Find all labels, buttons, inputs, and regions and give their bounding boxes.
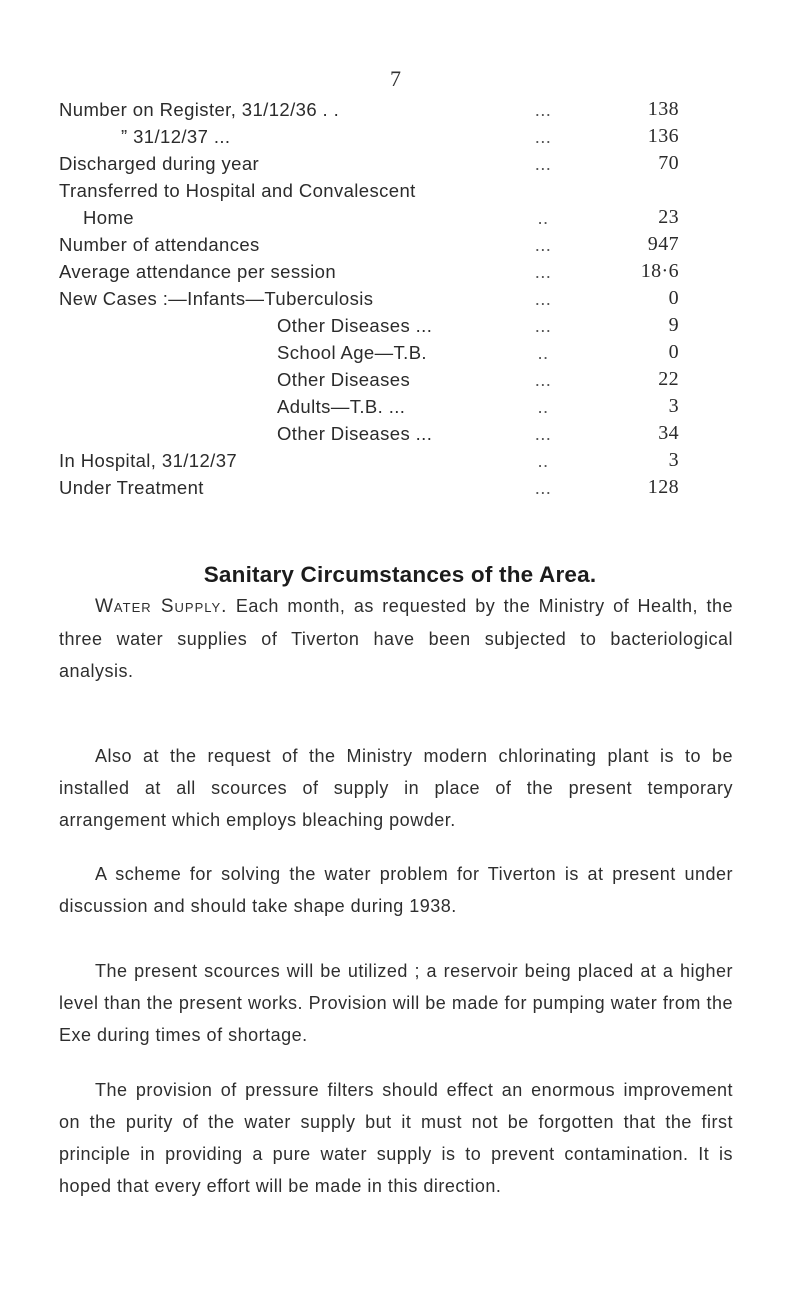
stat-label: Home bbox=[83, 207, 134, 228]
leader-dots: ... bbox=[534, 126, 552, 147]
stat-row bbox=[59, 96, 679, 123]
leader-dots: .. bbox=[537, 342, 549, 363]
leader-dots: .. bbox=[537, 450, 549, 471]
stat-row bbox=[59, 258, 679, 285]
stat-value: 0 bbox=[668, 341, 679, 363]
stat-row bbox=[59, 474, 679, 501]
stat-value: 3 bbox=[668, 395, 679, 417]
water-supply-text: Each month, as requested by the Ministry of Health, the three water supplies of Tiverton have been subjected to bacteriological analysis. bbox=[59, 596, 733, 681]
stat-row bbox=[59, 177, 679, 204]
stat-value: 128 bbox=[647, 476, 679, 498]
water-supply-paragraph bbox=[59, 590, 733, 687]
stat-label: ” 31/12/37 ... bbox=[121, 126, 231, 147]
stat-label: Transferred to Hospital and Convalescent bbox=[59, 180, 416, 201]
stat-value: 22 bbox=[658, 368, 679, 390]
stat-value: 23 bbox=[658, 206, 679, 228]
stat-row bbox=[59, 204, 679, 231]
chlorination-paragraph: Also at the request of the Ministry modern chlorinating plant is to be installed at all scources of supply in place of the present temporary arrangement which employs bleaching powder. bbox=[59, 746, 733, 830]
stat-label: New Cases :—Infants—Tuberculosis bbox=[59, 288, 374, 309]
leader-dots: ... bbox=[534, 261, 552, 282]
stat-row bbox=[59, 231, 679, 258]
stat-label: Adults—T.B. ... bbox=[277, 396, 406, 417]
leader-dots: ... bbox=[534, 153, 552, 174]
leader-dots: ... bbox=[534, 288, 552, 309]
stat-value: 0 bbox=[668, 287, 679, 309]
stat-label: Other Diseases bbox=[277, 369, 411, 390]
stat-row bbox=[59, 123, 679, 150]
leader-dots: ... bbox=[534, 369, 552, 390]
stat-row bbox=[59, 150, 679, 177]
stat-row bbox=[59, 420, 679, 447]
stat-row bbox=[59, 285, 679, 312]
scheme-paragraph: A scheme for solving the water problem for Tiverton is at present under discussion and should take shape during 1938. bbox=[59, 864, 733, 916]
stat-value: 3 bbox=[668, 449, 679, 471]
stat-label: Other Diseases ... bbox=[277, 423, 433, 444]
stat-value: 34 bbox=[658, 422, 679, 444]
stat-value: 136 bbox=[647, 125, 679, 147]
leader-dots: ... bbox=[534, 423, 552, 444]
stat-row bbox=[59, 312, 679, 339]
leader-dots: ... bbox=[534, 477, 552, 498]
stat-label: In Hospital, 31/12/37 bbox=[59, 450, 238, 471]
stat-label: Average attendance per session bbox=[59, 261, 337, 282]
leader-dots: .. bbox=[537, 207, 549, 228]
leader-dots: ... bbox=[534, 99, 552, 120]
stat-value: 9 bbox=[668, 314, 679, 336]
stat-label: Other Diseases ... bbox=[277, 315, 433, 336]
stat-label: Under Treatment bbox=[59, 477, 204, 498]
stat-row bbox=[59, 447, 679, 474]
stat-row bbox=[59, 339, 679, 366]
leader-dots: .. bbox=[537, 396, 549, 417]
stat-value: 138 bbox=[647, 98, 679, 120]
filters-paragraph: The provision of pressure filters should effect an enormous improvement on the purity of the water supply but it must not be forgotten that the first principle in providing a pure water supply is to prevent contamination. It is hoped that every effort will be made in this direction. bbox=[59, 1080, 733, 1196]
stat-row bbox=[59, 393, 679, 420]
leader-dots: ... bbox=[534, 234, 552, 255]
clinic-statistics-table bbox=[59, 96, 679, 501]
water-supply-lead: Water Supply. bbox=[95, 596, 228, 617]
stat-label: Number of attendances bbox=[59, 234, 260, 255]
page-number: 7 bbox=[390, 66, 401, 91]
reservoir-paragraph: The present scources will be utilized ; a reservoir being placed at a higher level than the present works. Provision will be made for pumping water from the Exe during times of shortage. bbox=[59, 961, 733, 1045]
stat-value: 18·6 bbox=[640, 260, 679, 282]
stat-label: School Age—T.B. bbox=[277, 342, 427, 363]
leader-dots: ... bbox=[534, 315, 552, 336]
stat-row bbox=[59, 366, 679, 393]
stat-label: Number on Register, 31/12/36 . . bbox=[59, 99, 340, 120]
stat-value: 947 bbox=[647, 233, 679, 255]
section-heading: Sanitary Circumstances of the Area. bbox=[203, 562, 597, 587]
stat-value: 70 bbox=[658, 152, 679, 174]
stat-label: Discharged during year bbox=[59, 153, 260, 174]
